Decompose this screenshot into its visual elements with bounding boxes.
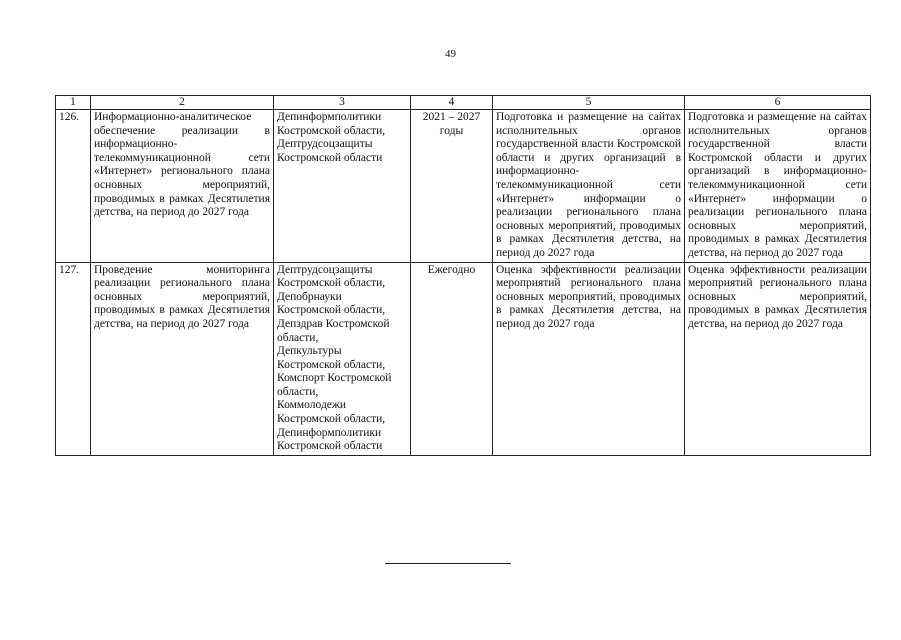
result-cell: Подготовка и размещение на сайтах исполнительных органов государственной власти Костромской области и других организаций в информационно-телекоммуникационной сети «Интернет» информации о реализации регионального плана основных мероприятий, проводимых в рамках Десятилетия детства, на период до 2027 года bbox=[493, 110, 685, 263]
executor-line: Коммолодежи Костромской области, bbox=[277, 399, 386, 426]
executors-cell bbox=[274, 262, 411, 455]
header-col-3: 3 bbox=[274, 96, 411, 110]
measures-table bbox=[55, 95, 871, 456]
executor-line: Дептрудсоцзащиты Костромской области, bbox=[277, 263, 386, 290]
indicator-cell: Подготовка и размещение на сайтах исполнительных органов государственной власти Костромской области и других организаций в информационно-телекоммуникационной сети «Интернет» информации о реализации регионального плана основных мероприятий, проводимых в рамках Десятилетия детства, на период до 2027 года bbox=[685, 110, 871, 263]
period-cell: Ежегодно bbox=[411, 262, 493, 455]
period-cell: 2021 – 2027 годы bbox=[411, 110, 493, 263]
row-number: 127. bbox=[56, 262, 91, 455]
executor-line: Депобрнауки Костромской области, bbox=[277, 290, 386, 317]
table-header bbox=[56, 96, 871, 110]
table-row bbox=[56, 110, 871, 263]
row-number: 126. bbox=[56, 110, 91, 263]
executor-line: Дептрудсоцзащиты Костромской области bbox=[277, 138, 383, 164]
executor-line: Депинформполитики Костромской области bbox=[277, 426, 383, 453]
measure-cell: Проведение мониторинга реализации регионального плана основных мероприятий, проводимых в рамках Десятилетия детства, на период до 2027 года bbox=[91, 262, 274, 455]
table-row bbox=[56, 262, 871, 455]
header-col-5: 5 bbox=[493, 96, 685, 110]
header-col-4: 4 bbox=[411, 96, 493, 110]
executor-line: Депкультуры Костромской области, bbox=[277, 345, 386, 371]
executor-line: Депздрав Костромской области, bbox=[277, 317, 390, 344]
footer-divider bbox=[385, 563, 511, 564]
executor-line: Депинформполитики Костромской области, bbox=[277, 111, 386, 137]
executor-line: Комспорт Костромской области, bbox=[277, 372, 392, 398]
header-row bbox=[56, 96, 871, 110]
header-col-1: 1 bbox=[56, 96, 91, 110]
measure-cell: Информационно-аналитическое обеспечение реализации в информационно-телекоммуникационной сети «Интернет» регионального плана основных мероприятий, проводимых в рамках Десятилетия детства, на период до 2027 года bbox=[91, 110, 274, 263]
header-col-2: 2 bbox=[91, 96, 274, 110]
header-col-6: 6 bbox=[685, 96, 871, 110]
executors-cell bbox=[274, 110, 411, 263]
page-number: 49 bbox=[445, 48, 456, 60]
indicator-cell: Оценка эффективности реализации мероприятий регионального плана основных мероприятий, проводимых в рамках Десятилетия детства, на период до 2027 года bbox=[685, 262, 871, 455]
result-cell: Оценка эффективности реализации мероприятий регионального плана основных мероприятий, проводимых в рамках Десятилетия детства, на период до 2027 года bbox=[493, 262, 685, 455]
